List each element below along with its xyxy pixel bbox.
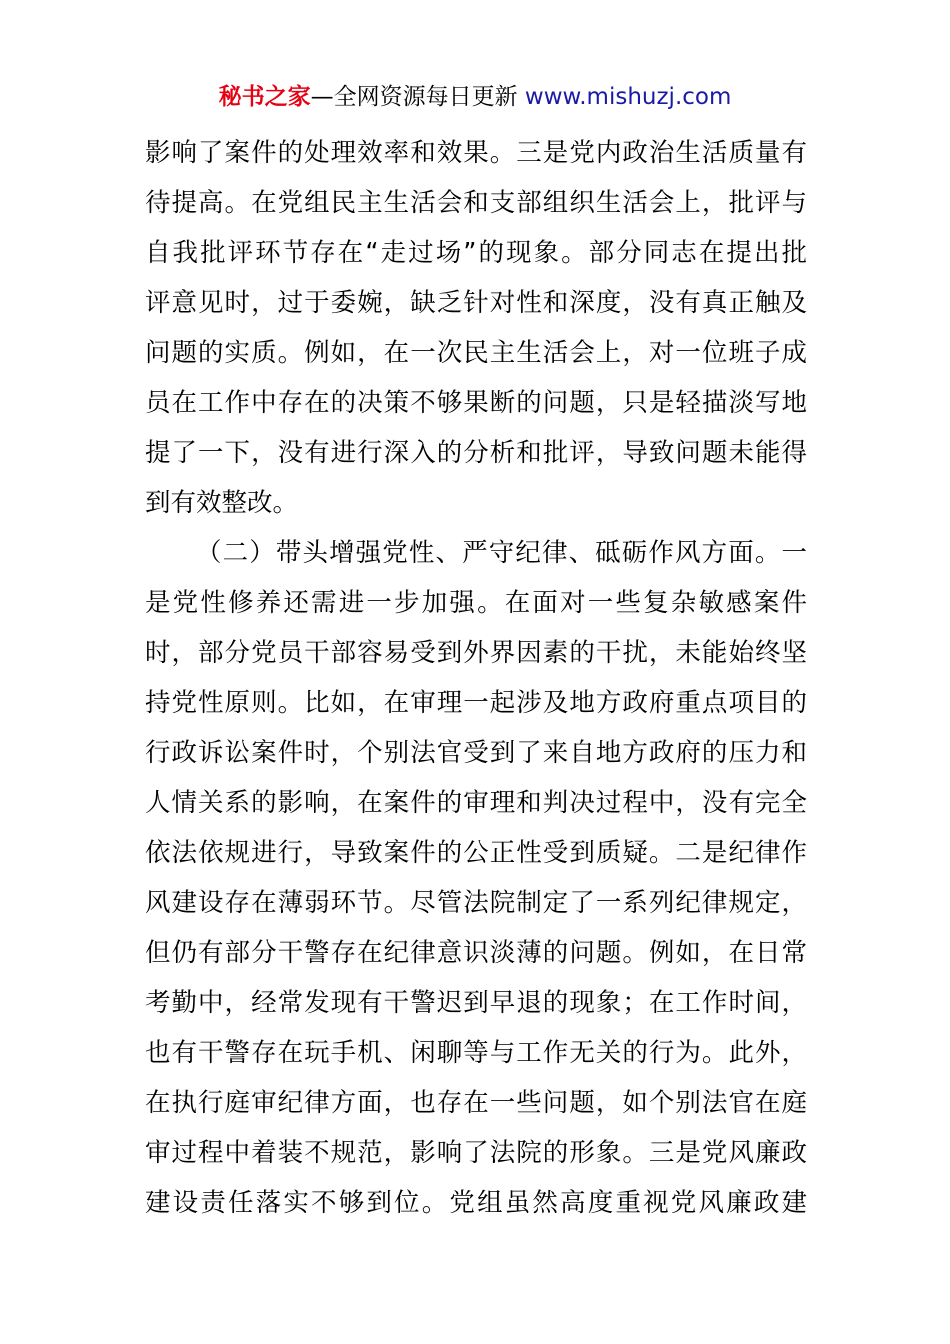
text-line: 自我批评环节存在“走过场”的现象。部分同志在提出批 [145,238,807,268]
text-line: 评意见时，过于委婉，缺乏针对性和深度，没有真正触及 [145,288,807,318]
text-line: 持党性原则。比如，在审理一起涉及地方政府重点项目的 [145,688,807,718]
text-line: 行政诉讼案件时，个别法官受到了来自地方政府的压力和 [145,738,807,768]
brand-name: 秘书之家 [218,84,311,110]
site-url[interactable]: www.mishuzj.com [524,84,732,110]
text-line: 影响了案件的处理效率和效果。三是党内政治生活质量有 [145,138,807,168]
document-body [145,128,807,1228]
text-line: 人情关系的影响，在案件的审理和判决过程中，没有完全 [145,788,807,818]
text-line: 依法依规进行，导致案件的公正性受到质疑。二是纪律作 [145,838,807,868]
header-tagline: —全网资源每日更新 [310,84,525,110]
text-line: 考勤中，经常发现有干警迟到早退的现象；在工作时间， [145,988,807,1018]
text-line: 审过程中着装不规范，影响了法院的形象。三是党风廉政 [145,1138,807,1168]
text-line: 问题的实质。例如，在一次民主生活会上，对一位班子成 [145,338,807,368]
text-line: 是党性修养还需进一步加强。在面对一些复杂敏感案件 [145,588,807,618]
text-line: 建设责任落实不够到位。党组虽然高度重视党风廉政建 [145,1188,807,1218]
site-header [0,80,950,114]
text-line: 但仍有部分干警存在纪律意识淡薄的问题。例如，在日常 [145,938,807,968]
paragraph-end-line: 到有效整改。 [145,488,299,518]
section-heading-line: （二）带头增强党性、严守纪律、砥砺作风方面。一 [196,538,807,568]
text-line: 风建设存在薄弱环节。尽管法院制定了一系列纪律规定， [145,888,807,918]
text-line: 在执行庭审纪律方面，也存在一些问题，如个别法官在庭 [145,1088,807,1118]
text-line: 时，部分党员干部容易受到外界因素的干扰，未能始终坚 [145,638,807,668]
text-line: 也有干警存在玩手机、闲聊等与工作无关的行为。此外， [145,1038,807,1068]
text-line: 提了一下，没有进行深入的分析和批评，导致问题未能得 [145,438,807,468]
text-line: 员在工作中存在的决策不够果断的问题，只是轻描淡写地 [145,388,807,418]
text-line: 待提高。在党组民主生活会和支部组织生活会上，批评与 [145,188,807,218]
